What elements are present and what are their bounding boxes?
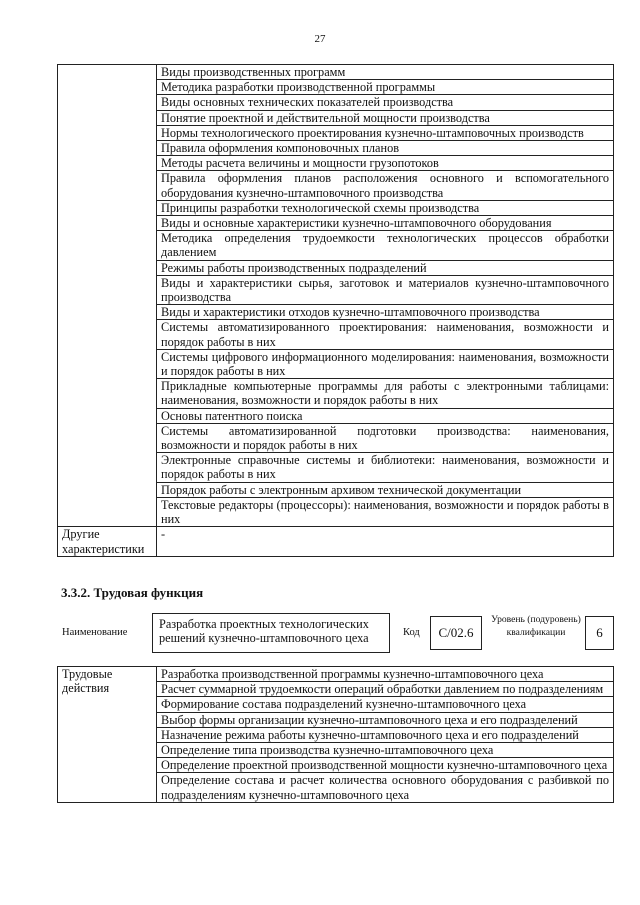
knowledge-item: Виды и характеристики отходов кузнечно-штамповочного производства: [157, 305, 614, 320]
labor-action-item: Определение состава и расчет количества основного оборудования с разбивкой по подразделениям кузнечно-штамповочного цеха: [157, 773, 614, 802]
knowledge-item: Понятие проектной и действительной мощности производства: [157, 110, 614, 125]
labor-actions-label: Трудовые действия: [58, 667, 157, 803]
function-name-box: Разработка проектных технологических решений кузнечно-штамповочного цеха: [152, 613, 390, 653]
qualification-level-box: 6: [585, 616, 614, 650]
knowledge-item: Нормы технологического проектирования кузнечно-штамповочных производств: [157, 125, 614, 140]
name-label: Наименование: [62, 627, 128, 638]
knowledge-item: Системы цифрового информационного моделирования: наименования, возможности и порядок работы в них: [157, 349, 614, 378]
knowledge-item: Правила оформления компоновочных планов: [157, 141, 614, 156]
knowledge-item: Методика определения трудоемкости технологических процессов обработки давлением: [157, 231, 614, 260]
labor-action-item: Определение типа производства кузнечно-штамповочного цеха: [157, 743, 614, 758]
labor-action-item: Определение проектной производственной мощности кузнечно-штамповочного цеха: [157, 758, 614, 773]
labor-action-item: Расчет суммарной трудоемкости операций обработки давлением по подразделениям: [157, 682, 614, 697]
code-label: Код: [403, 627, 420, 638]
knowledge-item: Виды основных технических показателей производства: [157, 95, 614, 110]
knowledge-item: Виды и характеристики сырья, заготовок и материалов кузнечно-штамповочного производства: [157, 275, 614, 304]
knowledge-item: Виды производственных программ: [157, 65, 614, 80]
labor-action-item: Разработка производственной программы кузнечно-штамповочного цеха: [157, 667, 614, 682]
labor-action-item: Формирование состава подразделений кузнечно-штамповочного цеха: [157, 697, 614, 712]
knowledge-item: Электронные справочные системы и библиотеки: наименования, возможности и порядок работы в них: [157, 453, 614, 482]
knowledge-item: Виды и основные характеристики кузнечно-штамповочного оборудования: [157, 216, 614, 231]
labor-actions-table: [57, 666, 614, 803]
section-title: 3.3.2. Трудовая функция: [61, 585, 204, 600]
knowledge-item: Системы автоматизированного проектирования: наименования, возможности и порядок работы в них: [157, 320, 614, 349]
knowledge-item: Прикладные компьютерные программы для работы с электронными таблицами: наименования, возможности и порядок работы в них: [157, 379, 614, 408]
knowledge-item: Режимы работы производственных подразделений: [157, 260, 614, 275]
labor-action-item: Назначение режима работы кузнечно-штамповочного цеха и его подразделений: [157, 727, 614, 742]
knowledge-item: Правила оформления планов расположения основного и вспомогательного оборудования кузнечно-штамповочного производства: [157, 171, 614, 200]
labor-action-item: Выбор формы организации кузнечно-штамповочного цеха и его подразделений: [157, 712, 614, 727]
knowledge-item: Основы патентного поиска: [157, 408, 614, 423]
other-characteristics-label: Другие характеристики: [58, 527, 157, 556]
knowledge-item: Методика разработки производственной программы: [157, 80, 614, 95]
knowledge-item: Текстовые редакторы (процессоры): наименования, возможности и порядок работы в них: [157, 497, 614, 526]
other-characteristics-value: -: [157, 527, 614, 556]
knowledge-item: Принципы разработки технологической схемы производства: [157, 200, 614, 215]
table-row: [58, 667, 614, 682]
page-number: 27: [314, 33, 326, 45]
knowledge-table: [57, 64, 614, 557]
knowledge-label-cell: [58, 65, 157, 527]
table-row: [58, 65, 614, 80]
knowledge-item: Системы автоматизированной подготовки производства: наименования, возможности и порядок работы в них: [157, 423, 614, 452]
knowledge-item: Методы расчета величины и мощности грузопотоков: [157, 156, 614, 171]
function-code-box: C/02.6: [430, 616, 482, 650]
knowledge-item: Порядок работы с электронным архивом технической документации: [157, 482, 614, 497]
table-row: [58, 527, 614, 556]
qualification-level-label: Уровень (подуровень) квалификации: [491, 614, 581, 638]
